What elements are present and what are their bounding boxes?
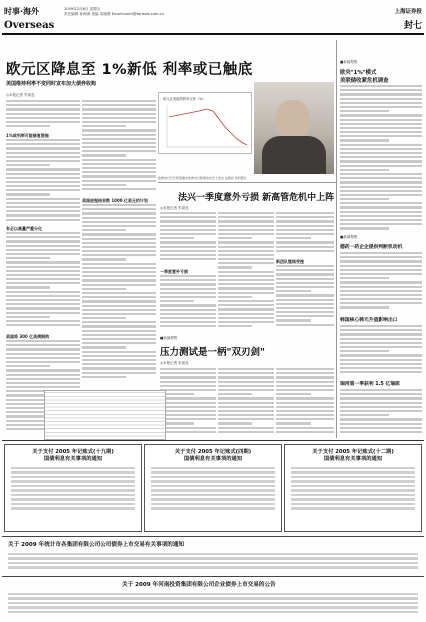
lead-section-head-3: 美国将 300 亿美债期购 — [6, 334, 50, 339]
notice-box-right — [284, 444, 422, 532]
notice-right-title-2: 国债利息有关事项的通知 — [323, 456, 383, 462]
lead-section-head-1: 1%或利率可能修复措施 — [6, 133, 49, 138]
notice-banner-1 — [2, 536, 424, 572]
banner2-body — [8, 593, 418, 615]
photo-caption: 欧洲央行行长特里谢在欧洲央行新闻发布会上发言 法新社 资料照片 — [158, 176, 247, 180]
notice-mid-body — [151, 467, 275, 510]
story2-body-col1b — [160, 275, 216, 330]
lead-body-col2b — [82, 204, 156, 384]
sidebar-tag-2: ■新闻观察 — [340, 235, 358, 239]
editor-line: 责任编辑 孙海涛 美编 袁晓康 Email:sunht@ssnews.com.cn — [64, 12, 164, 16]
chart-plot — [159, 93, 253, 155]
lead-body-grey-block — [44, 390, 166, 440]
notice-left-title-1: 关于支付 2005 年记账式(十九期) — [32, 449, 114, 455]
sidebar-head-2: 德药一药企企提供判断机动机 — [340, 245, 403, 250]
story3-body-col2 — [218, 368, 274, 438]
column-name: 时事·海外 — [4, 7, 40, 16]
sidebar-head-3: 韩国核心韩元升值影响出口 — [340, 318, 398, 323]
story3-body-col3 — [276, 368, 334, 438]
photo-face — [276, 100, 310, 140]
banner2-title: 关于 2009 年河南投资集团有限公司企业债券上市交易的公告 — [122, 582, 276, 588]
story2-body-col2 — [218, 212, 274, 330]
story3-tag: ■新闻观察 — [160, 336, 178, 340]
story2-body-col3a — [276, 212, 334, 256]
sidebar-head-1a: 欧央"1%"模式 — [340, 70, 377, 76]
story2-body-col1a — [160, 212, 216, 266]
paper-name: 上海证券报 — [394, 9, 422, 15]
lead-headline: 欧元区降息至 1%新低 利率或已触底 — [6, 62, 253, 78]
lead-byline: ◎本报记者 朱周良 — [6, 93, 35, 97]
story2-section-head-2: 新团队继续受挫 — [276, 259, 304, 264]
sidebar-divider — [336, 40, 337, 438]
notice-box-left — [4, 444, 142, 532]
story2-top-rule — [158, 182, 336, 183]
story2-body-col3b — [276, 265, 334, 330]
notice-box-mid — [144, 444, 282, 532]
notice-mid-title-1: 关于支付 2005 年记账式(四期) — [174, 449, 252, 455]
lead-body-col1c — [6, 232, 80, 332]
sidebar-body-2 — [340, 252, 422, 314]
sidebar-tag-1: ■新闻观察 — [340, 60, 358, 64]
date-line: 2009年2月6日 星期五 — [64, 7, 101, 11]
sidebar-body-4 — [340, 389, 422, 437]
notice-right-title-1: 关于支付 2005 年记账式(十二期) — [312, 449, 394, 455]
lead-section-head-4: 美国进程结束数 1000 亿美元的计划 — [82, 198, 148, 203]
date-editor-line — [64, 7, 214, 17]
story2-byline: ◎本报记者 朱周良 — [160, 206, 189, 210]
story3-headline: 压力测试是一柄"双刃剑" — [160, 347, 265, 358]
page-number: 封七 — [403, 21, 422, 31]
lead-body-col1b — [6, 139, 80, 223]
sidebar-body-3 — [340, 325, 422, 377]
sidebar-head-4: 瑞再第一季获利 1.5 亿瑞郎 — [340, 382, 400, 387]
lead-body-col2a — [82, 100, 156, 195]
photo-suit — [262, 136, 326, 174]
rate-chart — [158, 92, 252, 154]
lead-section-head-2: 有必以高量严重分化 — [6, 226, 42, 231]
story2-section-head-1: 一季度意外亏损 — [160, 269, 188, 274]
notices-top-rule — [2, 440, 424, 441]
lead-body-col1a — [6, 100, 80, 130]
page-header — [2, 4, 424, 32]
header-rule — [2, 33, 424, 35]
banner1-title: 关于 2009 年统计市各集团有限公司公司债券上市交易有关事项的通知 — [8, 542, 185, 548]
story3-body-col1 — [160, 368, 216, 438]
lead-subheadline: 美国维持利率不变同时宣布加大债券收购 — [6, 81, 97, 87]
sidebar-head-1b: 美联储收紧危机调查 — [340, 78, 389, 84]
chart-title: 欧元区再融资利率走势（%） — [163, 97, 206, 101]
sidebar-body-1 — [340, 85, 422, 233]
chart-series-line — [169, 109, 247, 145]
notice-banner-2 — [2, 576, 424, 620]
story2-headline: 法兴一季度意外亏损 新高管危机中上阵 — [178, 193, 335, 203]
notice-left-body — [11, 467, 135, 510]
story3-byline: ◎本报记者 朱周良 — [160, 361, 189, 365]
section-name: Overseas — [4, 20, 55, 31]
banner1-body — [8, 553, 418, 571]
notice-right-body — [291, 467, 415, 510]
notice-mid-title-2: 国债利息有关事项的通知 — [183, 456, 243, 462]
photo-trichet — [254, 82, 334, 174]
notice-left-title-2: 国债利息有关事项的通知 — [43, 456, 103, 462]
